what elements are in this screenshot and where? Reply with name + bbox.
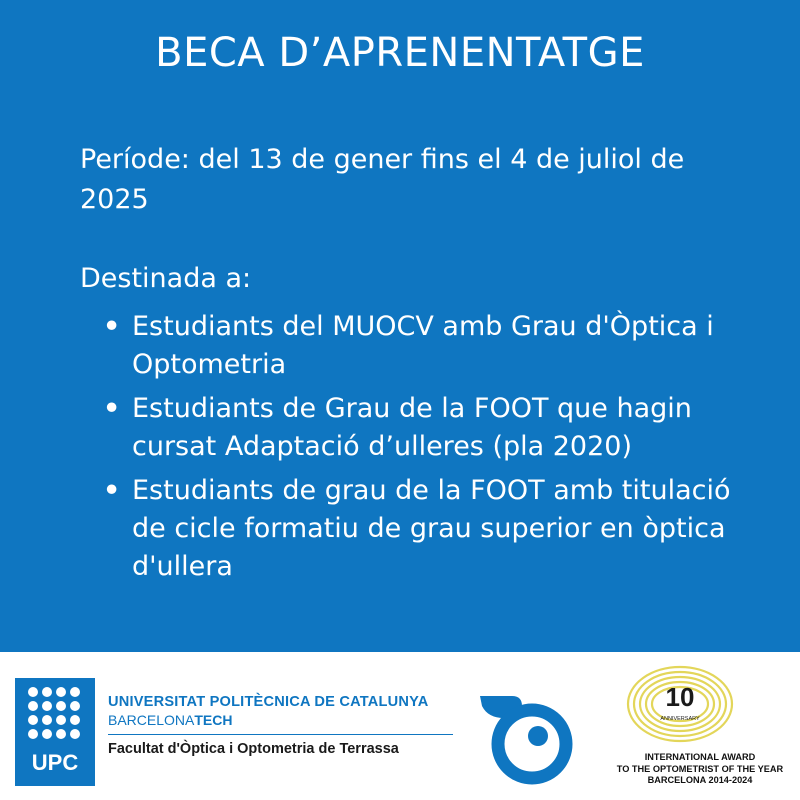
destination-heading: Destinada a:: [80, 263, 252, 294]
bullet-icon: •: [103, 393, 121, 424]
award-line-2: TO THE OPTOMETRIST OF THE YEAR: [616, 763, 784, 774]
award-anniversary: ANNIVERSARY: [660, 716, 700, 722]
list-item: [103, 472, 743, 586]
barcelona-label: BARCELONA: [108, 712, 195, 728]
page-title: BECA D’APRENENTATGE: [155, 30, 645, 76]
award-number: 10: [665, 682, 695, 712]
period-text: Període: del 13 de gener fins el 4 de juliol de 2025: [80, 144, 685, 215]
bullet-icon: •: [103, 475, 121, 506]
upc-logo-text: UPC: [31, 750, 79, 775]
list-item-text: Estudiants de grau de la FOOT amb titulació de cicle formatiu de grau superior en òptica d'ullera: [132, 475, 731, 582]
upc-logo-icon: [15, 678, 95, 786]
award-block: [612, 664, 788, 798]
award-line-3: BARCELONA 2014-2024: [647, 775, 753, 785]
faculty-name: Facultat d'Òptica i Optometria de Terrassa: [108, 741, 399, 757]
bullet-icon: •: [103, 311, 121, 342]
divider: [108, 734, 453, 735]
tech-label: TECH: [194, 712, 233, 728]
university-name: UNIVERSITAT POLITÈCNICA DE CATALUNYA: [108, 694, 429, 710]
list-item-text: Estudiants de Grau de la FOOT que hagin cursat Adaptació d’ulleres (pla 2020): [132, 393, 692, 462]
barcelonatech: [108, 712, 453, 728]
award-line-1: INTERNATIONAL AWARD: [644, 752, 756, 762]
list-item: [103, 308, 743, 384]
footer: [0, 652, 800, 800]
list-item: [103, 390, 743, 466]
university-block: [108, 694, 453, 757]
award-fingerprint-icon: [624, 664, 736, 744]
award-caption: [612, 752, 788, 787]
faculty-eye-logo-icon: [474, 688, 574, 788]
destination-list: [103, 308, 743, 592]
list-item-text: Estudiants del MUOCV amb Grau d'Òptica i Optometria: [132, 311, 714, 380]
